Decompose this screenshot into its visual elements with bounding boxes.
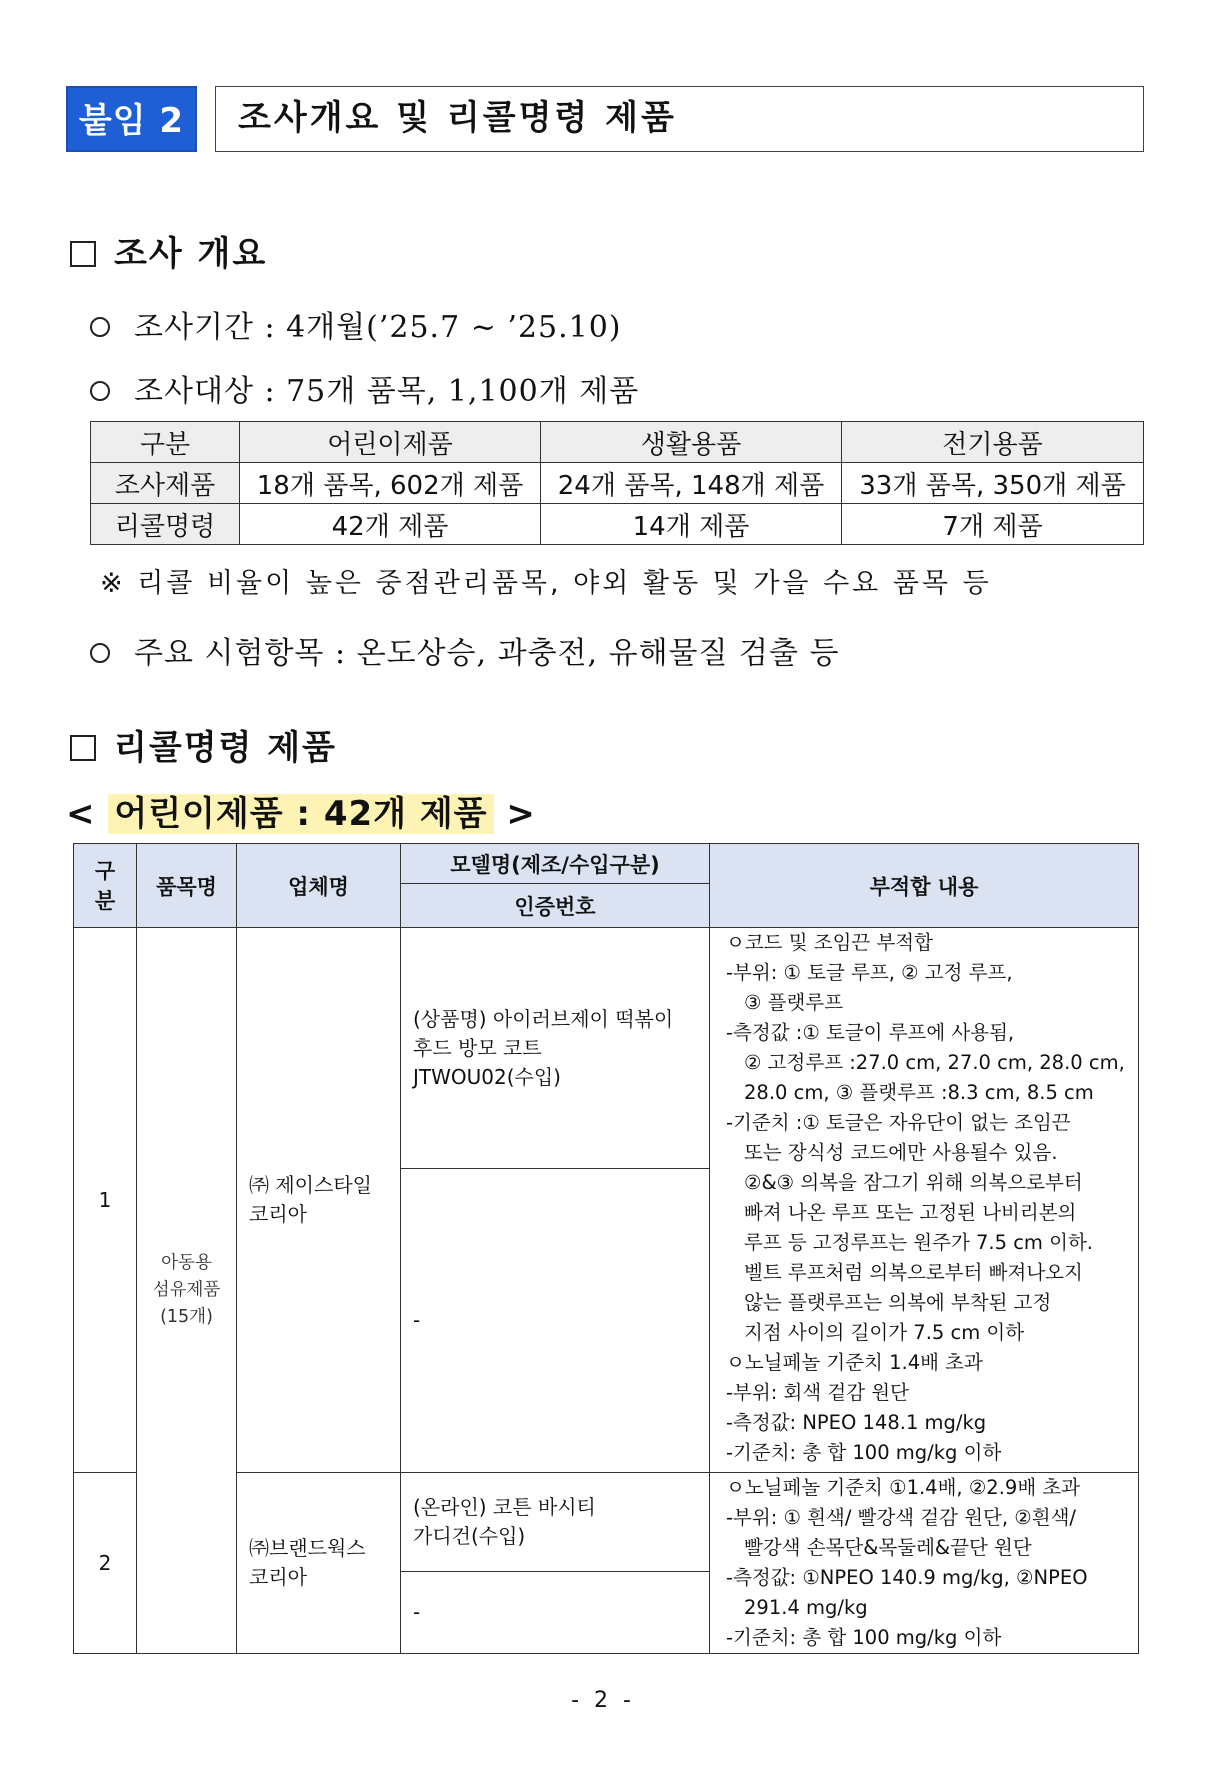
defect-line: -측정값 :① 토글이 루프에 사용됨, (726, 1021, 1015, 1044)
table-cell: 33개 품목, 350개 제품 (842, 463, 1144, 504)
table-header-cell: 어린이제품 (240, 422, 541, 463)
survey-period-text: 조사기간 : 4개월(’25.7 ~ ’25.10) (134, 310, 622, 345)
recall-subtitle (66, 786, 536, 835)
company-line: ㈜ 제이스타일 (249, 1173, 372, 1197)
model-line: 후드 방모 코트 (413, 1035, 542, 1060)
row-number: 1 (74, 928, 137, 1473)
model-name (401, 928, 710, 1169)
defect-line: -부위: 회색 겉감 원단 (726, 1381, 909, 1404)
table-cell: 리콜명령 (91, 504, 240, 545)
recall-table (73, 843, 1139, 1654)
circle-bullet-icon (90, 317, 110, 337)
header-defect: 부적합 내용 (710, 844, 1139, 928)
section-heading-text: 조사 개요 (114, 234, 268, 274)
company-name (237, 1473, 401, 1654)
table-cell: 조사제품 (91, 463, 240, 504)
header-model: 모델명(제조/수입구분) (401, 844, 710, 884)
item-category (137, 928, 237, 1654)
angle-close: > (506, 794, 536, 834)
category-line: 섬유제품 (152, 1280, 221, 1300)
header-company: 업체명 (237, 844, 401, 928)
defect-line: -측정값: NPEO 148.1 mg/kg (726, 1411, 987, 1434)
table-cell: 7개 제품 (842, 504, 1144, 545)
overview-note: ※ 리콜 비율이 높은 중점관리품목, 야외 활동 및 가을 수요 품목 등 (100, 568, 992, 599)
angle-open: < (66, 794, 96, 834)
model-line: (온라인) 코튼 바시티 (413, 1494, 596, 1519)
table-cell: 24개 품목, 148개 제품 (541, 463, 842, 504)
table-row (91, 504, 1144, 545)
circle-bullet-icon (90, 643, 110, 663)
attachment-badge: 붙임 2 (66, 86, 197, 152)
defect-line: -측정값: ①NPEO 140.9 mg/kg, ②NPEO (726, 1566, 1088, 1589)
table-cell: 42개 제품 (240, 504, 541, 545)
cert-number: - (401, 1169, 710, 1473)
category-line: 아동용 (161, 1253, 212, 1273)
cert-number: - (401, 1571, 710, 1653)
company-name (237, 928, 401, 1473)
header-item: 품목명 (137, 844, 237, 928)
header-cert: 인증번호 (401, 884, 710, 928)
survey-target (90, 366, 639, 410)
defect-line: -부위: ① 흰색/ 빨강색 겉감 원단, ②흰색/ (726, 1506, 1076, 1529)
table-cell: 14개 제품 (541, 504, 842, 545)
table-header-cell: 전기용품 (842, 422, 1144, 463)
defect-line: 루프 등 고정루프는 원주가 7.5 cm 이하. (744, 1231, 1093, 1254)
defect-line: 또는 장식성 코드에만 사용될수 있음. (744, 1141, 1058, 1164)
defect-line: 빠져 나온 루프 또는 고정된 나비리본의 (744, 1201, 1077, 1224)
defect-line: -기준치: 총 합 100 mg/kg 이하 (726, 1626, 1002, 1649)
defect-details (710, 928, 1139, 1473)
category-line: (15개) (160, 1307, 213, 1327)
document-title: 조사개요 및 리콜명령 제품 (215, 86, 1144, 152)
survey-period (90, 302, 622, 346)
defect-line: 벨트 루프처럼 의복으로부터 빠져나오지 (744, 1261, 1083, 1284)
defect-details (710, 1473, 1139, 1654)
survey-target-text: 조사대상 : 75개 품목, 1,100개 제품 (134, 374, 640, 409)
defect-line: ②&③ 의복을 잠그기 위해 의복으로부터 (744, 1171, 1083, 1194)
table-header-row (91, 422, 1144, 463)
row-number: 2 (74, 1473, 137, 1654)
table-header-cell: 구분 (91, 422, 240, 463)
square-bullet-icon (70, 241, 96, 267)
table-row (74, 928, 1139, 1169)
main-tests-text: 주요 시험항목 : 온도상승, 과충전, 유해물질 검출 등 (134, 636, 840, 671)
defect-line: ② 고정루프 :27.0 cm, 27.0 cm, 28.0 cm, (744, 1051, 1125, 1074)
company-line: ㈜브랜드웍스 (249, 1536, 366, 1560)
section-heading-recall (70, 720, 337, 769)
recall-subtitle-text: 어린이제품 : 42개 제품 (108, 794, 493, 834)
overview-table (90, 421, 1144, 545)
main-tests (90, 628, 840, 672)
defect-line: ③ 플랫루프 (744, 991, 844, 1014)
defect-line: -부위: ① 토글 루프, ② 고정 루프, (726, 961, 1013, 984)
defect-line: 지점 사이의 길이가 7.5 cm 이하 (744, 1321, 1025, 1344)
defect-line: -기준치 :① 토글은 자유단이 없는 조임끈 (726, 1111, 1071, 1134)
company-line: 코리아 (249, 1565, 307, 1589)
table-header-cell: 생활용품 (541, 422, 842, 463)
page-number: - 2 - (571, 1688, 635, 1713)
section-heading-overview (70, 226, 267, 275)
defect-line: 28.0 cm, ③ 플랫루프 :8.3 cm, 8.5 cm (744, 1081, 1094, 1104)
circle-bullet-icon (90, 381, 110, 401)
table-cell: 18개 품목, 602개 제품 (240, 463, 541, 504)
defect-line: 빨강색 손목단&목둘레&끝단 원단 (744, 1536, 1032, 1559)
defect-line: ㅇ코드 및 조임끈 부적합 (726, 931, 933, 954)
header-no: 구분 (74, 844, 137, 928)
defect-line: 291.4 mg/kg (744, 1596, 868, 1619)
model-line: 가디건(수입) (413, 1523, 526, 1548)
company-line: 코리아 (249, 1202, 307, 1226)
square-bullet-icon (70, 735, 96, 761)
model-name (401, 1473, 710, 1572)
section-heading-text: 리콜명령 제품 (114, 728, 337, 768)
defect-line: 않는 플랫루프는 의복에 부착된 고정 (744, 1291, 1052, 1314)
table-row (91, 463, 1144, 504)
defect-line: ㅇ노닐페놀 기준치 1.4배 초과 (726, 1351, 983, 1374)
defect-line: -기준치: 총 합 100 mg/kg 이하 (726, 1441, 1002, 1464)
table-header-row (74, 844, 1139, 884)
defect-line: ㅇ노닐페놀 기준치 ①1.4배, ②2.9배 초과 (726, 1476, 1081, 1499)
model-line: JTWOU02(수입) (413, 1064, 561, 1089)
model-line: (상품명) 아이러브제이 떡볶이 (413, 1006, 674, 1031)
